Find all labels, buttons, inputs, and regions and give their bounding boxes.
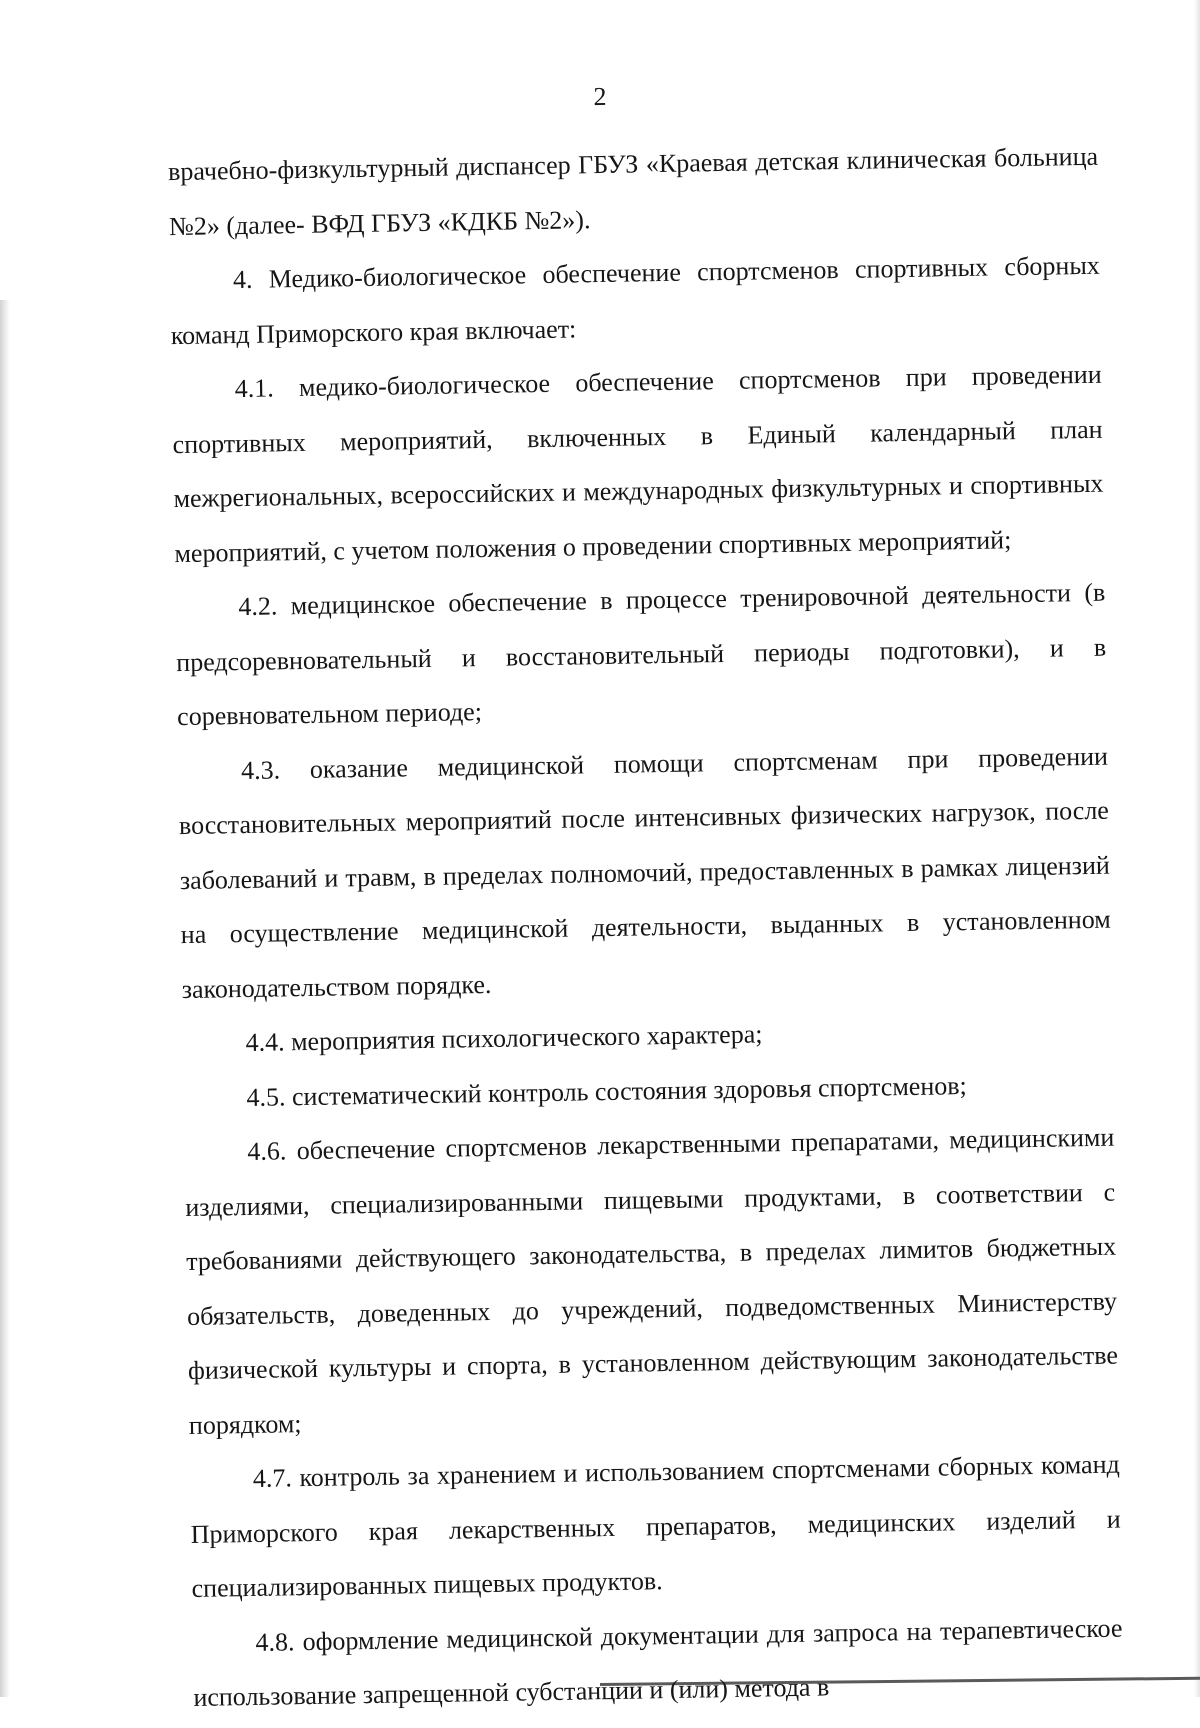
paragraph-item-4-2: 4.2. медицинское обеспечение в процессе тренировочной деятельности (в предсоревновательный и восстановительный периоды подготовки), и в соревновательном периоде;	[176, 577, 1107, 732]
paragraph-item-4-1: 4.1. медико-биологическое обеспечение спортсменов при проведении спортивных мероприятий, включенных в Единый календарный план межрегиональных, всероссийских и международных физкультурных и спортивных мероприятий, с учетом положения о проведении спортивных мероприятий;	[172, 359, 1104, 568]
paragraph-item-4: 4. Медико-биологическое обеспечение спортсменов спортивных сборных команд Приморского края включает:	[170, 250, 1101, 350]
document-body	[168, 130, 1124, 1726]
paragraph-item-4-8: 4.8. оформление медицинской документации для запроса на терапевтическое использование запрещенной субстанции и (или) метода в	[193, 1613, 1123, 1712]
paragraph-item-4-7: 4.7. контроль за хранением и использованием спортсменами сборных команд Приморского края лекарственных препаратов, медицинских изделий и специализированных пищевых продуктов.	[190, 1449, 1121, 1603]
paragraph-continuation: врачебно-физкультурный диспансер ГБУЗ «Краевая детская клиническая больница №2» (далее- ВФД ГБУЗ «КДКБ №2»).	[167, 141, 1099, 241]
page-number: 2	[593, 81, 607, 112]
paragraph-item-4-6: 4.6. обеспечение спортсменов лекарственными препаратами, медицинскими изделиями, специализированными пищевыми продуктами, в соответствии с требованиями действующего законодательства, в пределах лимитов бюджетных обязательств, доведенных до учреждений, подведомственных Министерству физической культуры и спорта, в установленном действующим законодательстве порядком;	[185, 1122, 1119, 1440]
paragraph-item-4-5: 4.5. систематический контроль состояния здоровья спортсменов;	[246, 1070, 967, 1112]
paragraph-item-4-3: 4.3. оказание медицинской помощи спортсменам при проведении восстановительных мероприятий после интенсивных физических нагрузок, после заболеваний и травм, в пределах полномочий, предоставленных в рамках лицензий на осуществление медицинской деятельности, выданных в установленном законодательством порядке.	[178, 741, 1111, 1004]
paragraph-item-4-4: 4.4. мероприятия психологического характера;	[245, 1019, 763, 1058]
